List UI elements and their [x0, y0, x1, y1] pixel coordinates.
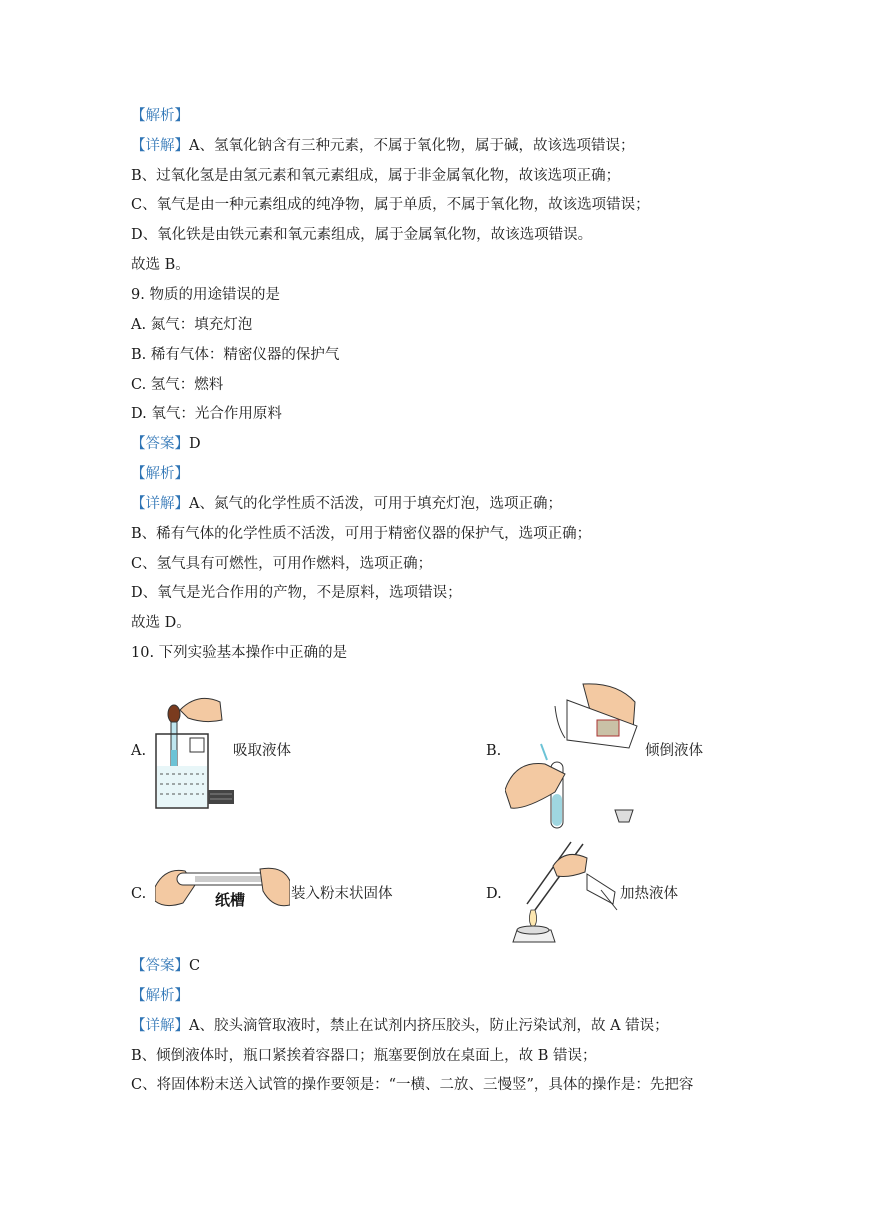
analysis-heading: 【解析】 — [131, 108, 189, 124]
detail-line: B、倾倒液体时，瓶口紧挨着容器口；瓶塞要倒放在桌面上，故 B 错误； — [131, 1048, 597, 1064]
dropper-figure — [150, 690, 240, 815]
option-c-caption: 装入粉末状固体 — [291, 886, 393, 902]
conclusion: 故选 D。 — [131, 615, 191, 631]
option-a-caption: 吸取液体 — [233, 743, 291, 759]
analysis-heading: 【解析】 — [131, 988, 189, 1004]
option-d-caption: 加热液体 — [620, 886, 678, 902]
option-b-letter: B. — [486, 743, 502, 759]
detail-line: 【详解】A、胶头滴管取液时，禁止在试剂内挤压胶头，防止污染试剂，故 A 错误； — [131, 1018, 669, 1034]
pouring-figure — [505, 682, 650, 832]
option-a-letter: A. — [131, 743, 147, 759]
conclusion: 故选 B。 — [131, 257, 190, 273]
heating-figure — [505, 838, 625, 948]
detail-line: B、过氧化氢是由氢元素和氧元素组成，属于非金属氧化物，故该选项正确； — [131, 168, 621, 184]
analysis-heading: 【解析】 — [131, 466, 189, 482]
question-stem: 10. 下列实验基本操作中正确的是 — [131, 645, 348, 661]
answer-line: 【答案】C — [131, 958, 201, 974]
detail-line: 【详解】A、氢氧化钠含有三种元素，不属于氧化物，属于碱，故该选项错误； — [131, 138, 635, 154]
option: C. 氢气：燃料 — [131, 377, 224, 393]
option: D. 氧气：光合作用原料 — [131, 406, 282, 422]
detail-line: B、稀有气体的化学性质不活泼，可用于精密仪器的保护气，选项正确； — [131, 526, 592, 542]
question-stem: 9. 物质的用途错误的是 — [131, 287, 280, 303]
option: A. 氮气：填充灯泡 — [131, 317, 253, 333]
answer-line: 【答案】D — [131, 436, 201, 452]
paper-trough-label: 纸槽 — [215, 891, 246, 909]
detail-line: 【详解】A、氮气的化学性质不活泼，可用于填充灯泡，选项正确； — [131, 496, 562, 512]
detail-line: D、氧化铁是由铁元素和氧元素组成，属于金属氧化物，故该选项错误。 — [131, 227, 593, 243]
option: B. 稀有气体：精密仪器的保护气 — [131, 347, 340, 363]
detail-line: C、将固体粉末送入试管的操作要领是：“一横、二放、三慢竖”，具体的操作是：先把容 — [131, 1077, 694, 1093]
detail-line: D、氧气是光合作用的产物，不是原料，选项错误； — [131, 585, 462, 601]
option-d-letter: D. — [486, 886, 502, 902]
detail-line: C、氢气具有可燃性，可用作燃料，选项正确； — [131, 556, 433, 572]
detail-line: C、氧气是由一种元素组成的纯净物，属于单质，不属于氧化物，故该选项错误； — [131, 197, 650, 213]
option-b-caption: 倾倒液体 — [645, 743, 703, 759]
paper-trough-figure — [155, 857, 290, 922]
option-c-letter: C. — [131, 886, 147, 902]
